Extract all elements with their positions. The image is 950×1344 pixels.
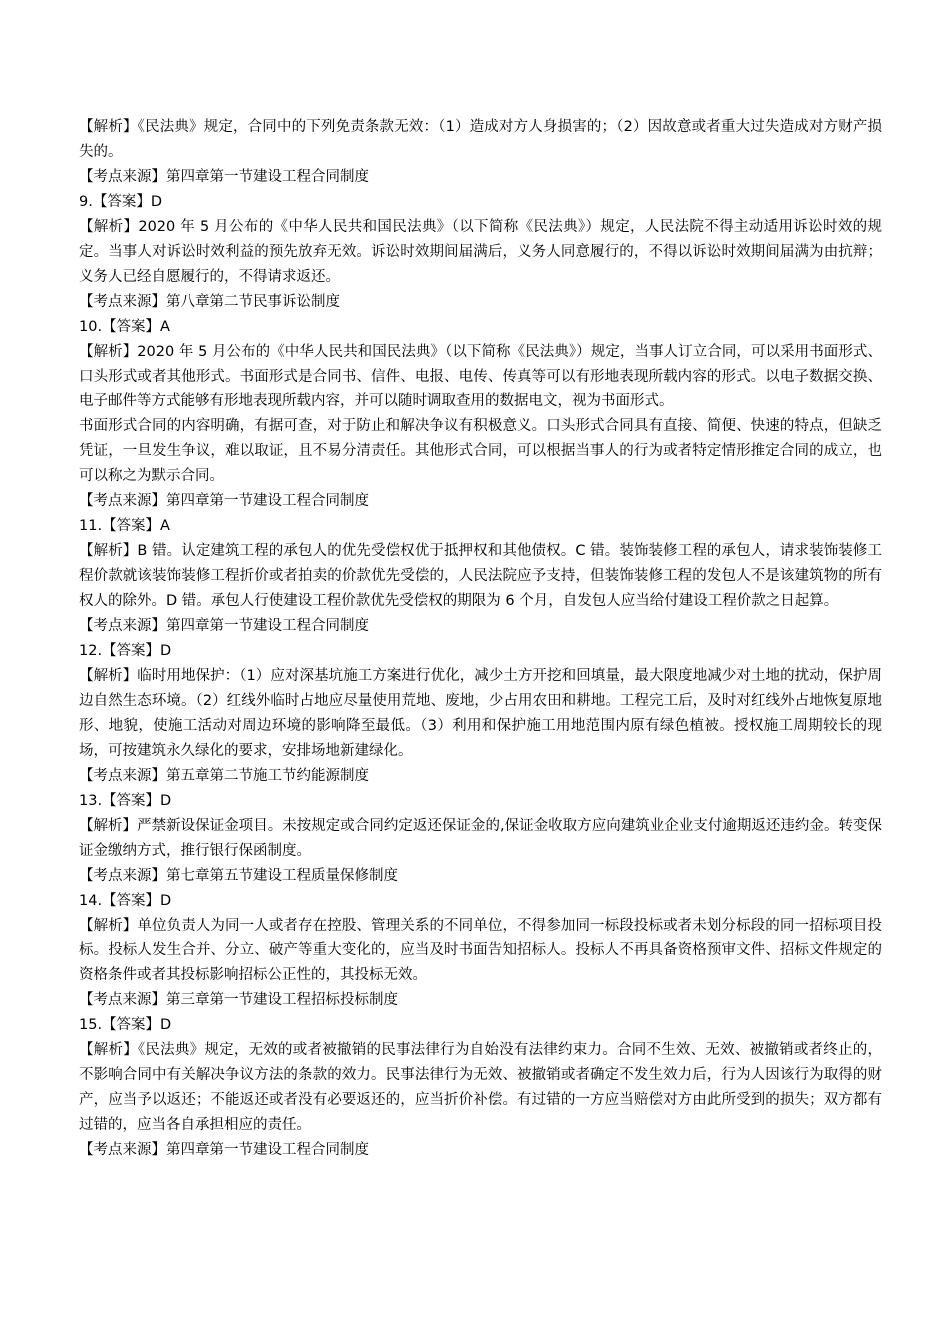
source-line: 【考点来源】第四章第一节建设工程合同制度 [79, 618, 369, 635]
analysis-paragraph: 【解析】B 错。认定建筑工程的承包人的优先受偿权优于抵押权和其他债权。C 错。装饰装修工程的承包人，请求装饰装修工程价款就该装饰装修工程折价或者拍卖的价款优先受偿的，人民法院应予支持，但装饰装修工程的发包人不是该建筑物的所有权人的除外。D 错。承包人行使建设工程价款优先受偿权的期限为 6 个月，自发包人应当给付建设工程价款之日起算。 [79, 543, 882, 610]
analysis-paragraph: 【解析】《民法典》规定，无效的或者被撤销的民事法律行为自始没有法律约束力。合同不生效、无效、被撤销或者终止的，不影响合同中有关解决争议方法的条款的效力。民事法律行为无效、被撤销或者确定不发生效力后，行为人因该行为取得的财产，应当予以返还；不能返还或者没有必要返还的，应当折价补偿。有过错的一方应当赔偿对方由此所受到的损失；双方都有过错的，应当各自承担相应的责任。 [79, 1042, 882, 1134]
source-line: 【考点来源】第四章第一节建设工程合同制度 [79, 1142, 369, 1159]
source-line: 【考点来源】第七章第五节建设工程质量保修制度 [79, 867, 398, 884]
source-line: 【考点来源】第八章第二节民事诉讼制度 [79, 293, 340, 310]
analysis-paragraph: 书面形式合同的内容明确，有据可查，对于防止和解决争议有积极意义。口头形式合同具有直接、简便、快速的特点，但缺乏凭证，一旦发生争议，难以取证，且不易分清责任。其他形式合同，可以根据当事人的行为或者特定情形推定合同的成立，也可以称之为默示合同。 [79, 418, 882, 485]
answer-line: 13.【答案】D [79, 792, 172, 809]
answer-line: 11.【答案】A [79, 518, 170, 535]
analysis-paragraph: 【解析】临时用地保护：（1）应对深基坑施工方案进行优化，减少土方开挖和回填量，最大限度地减少对土地的扰动，保护周边自然生态环境。（2）红线外临时占地应尽量使用荒地、废地，少占用农田和耕地。工程完工后，及时对红线外占地恢复原地形、地貌，使施工活动对周边环境的影响降至最低。（3）利用和保护施工用地范围内原有绿色植被。授权施工周期较长的现场，可按建筑永久绿化的要求，安排场地新建绿化。 [79, 667, 882, 759]
source-line: 【考点来源】第四章第一节建设工程合同制度 [79, 493, 369, 510]
analysis-paragraph: 【解析】单位负责人为同一人或者存在控股、管理关系的不同单位，不得参加同一标段投标或者未划分标段的同一招标项目投标。投标人发生合并、分立、破产等重大变化的，应当及时书面告知招标人。投标人不再具备资格预审文件、招标文件规定的资格条件或者其投标影响招标公正性的，其投标无效。 [79, 917, 882, 984]
source-line: 【考点来源】第四章第一节建设工程合同制度 [79, 168, 369, 185]
answer-document [79, 115, 882, 1163]
analysis-paragraph: 【解析】2020 年 5 月公布的《中华人民共和国民法典》（以下简称《民法典》）规定，人民法院不得主动适用诉讼时效的规定。当事人对诉讼时效利益的预先放弃无效。诉讼时效期间届满后，义务人同意履行的，不得以诉讼时效期间届满为由抗辩；义务人已经自愿履行的，不得请求返还。 [79, 218, 882, 285]
answer-line: 10.【答案】A [79, 318, 170, 335]
source-line: 【考点来源】第五章第二节施工节约能源制度 [79, 767, 369, 784]
source-line: 【考点来源】第三章第一节建设工程招标投标制度 [79, 992, 398, 1009]
analysis-paragraph: 【解析】《民法典》规定，合同中的下列免责条款无效：（1）造成对方人身损害的；（2）因故意或者重大过失造成对方财产损失的。 [79, 119, 882, 160]
analysis-paragraph: 【解析】严禁新设保证金项目。未按规定或合同约定返还保证金的,保证金收取方应向建筑业企业支付逾期返还违约金。转变保证金缴纳方式，推行银行保函制度。 [79, 817, 882, 859]
answer-line: 9.【答案】D [79, 193, 162, 210]
answer-line: 12.【答案】D [79, 643, 172, 660]
answer-line: 15.【答案】D [79, 1017, 172, 1034]
answer-line: 14.【答案】D [79, 892, 172, 909]
analysis-paragraph: 【解析】2020 年 5 月公布的《中华人民共和国民法典》（以下简称《民法典》）规定，当事人订立合同，可以采用书面形式、口头形式或者其他形式。书面形式是合同书、信件、电报、电传、传真等可以有形地表现所载内容的形式。以电子数据交换、电子邮件等方式能够有形地表现所载内容，并可以随时调取查用的数据电文，视为书面形式。 [79, 343, 882, 410]
